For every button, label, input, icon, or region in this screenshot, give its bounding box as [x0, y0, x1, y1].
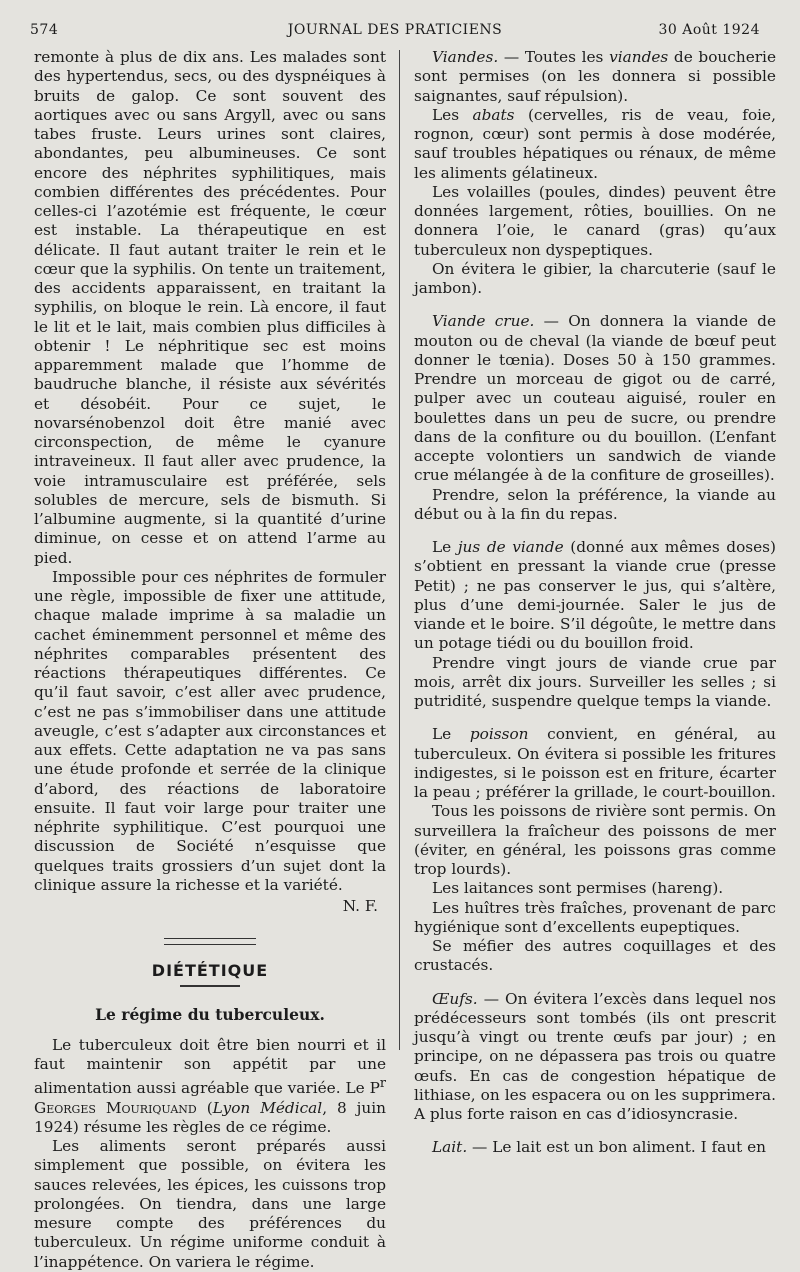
journal-title: JOURNAL DES PRATICIENS: [287, 22, 503, 38]
right-column: [414, 48, 776, 1158]
author-signature: N. F.: [342, 897, 378, 915]
source-name: Lyon Médical: [212, 1098, 323, 1117]
author-name: Georges Mouriquand: [34, 1098, 197, 1117]
paragraph: Tous les poissons de rivière sont permis. On surveillera la fraîcheur des poissons de mer (éviter, en général, les poissons gras comme trop lourds).: [414, 802, 776, 878]
paragraph: Les huîtres très fraîches, provenant de parc hygiénique sont d’excellents eupeptiques.: [414, 898, 776, 936]
paragraph-viandes: Viandes. — Toutes les viandes de boucherie sont permises (on les donnera si possible saignantes, sauf répulsion).: [414, 48, 777, 105]
issue-date: 30 Août 1924: [658, 22, 760, 38]
paragraph: Se méfier des autres coquillages et des crustacés.: [414, 937, 776, 975]
paragraph: remonte à plus de dix ans. Les malades sont des hypertendus, secs, ou des dyspnéiques à bruits de galop. Ce sont souvent des aortiques avec ou sans Argyll, avec ou sans tabes fruste. Leurs urines sont claires, abondantes, peu albumineuses. Ce sont encore des néphrites syphilitiques, mais combien différentes des précédentes. Pour celles-ci l’azotémie est fréquente, le cœur est instable. La thérapeutique en est délicate. Il faut autant traiter le rein et le cœur que la syphilis. On tente un traitement, des accidents apparaissent, en traitant la syphilis, on bloque le rein. Là encore, il faut le lit et le lait, mais combien plus difficiles à obtenir ! Le néphritique sec est moins apparemment malade que l’homme de baudruche blanche, il résiste aux sévérités et désobéit. Pour ce sujet, le novarsénobenzol doit être manié avec circonspection, de même le cyanure intraveineux. Il faut aller avec prudence, la voie intramusculaire est préférée, sels solubles de mercure, sels de bismuth. Si l’albumine augmente, si la quantité d’urine diminue, on cesse et on attend l’arme au pied.: [34, 48, 386, 567]
paragraph: Prendre, selon la préférence, la viande au début ou à la fin du repas.: [414, 485, 776, 523]
paragraph: Les volailles (poules, dindes) peuvent être données largement, rôties, bouillies. On ne donnera l’oie, le canard (gras) qu’aux tuberculeux non dyspeptiques.: [414, 182, 776, 259]
running-header: [30, 20, 760, 44]
paragraph: Le tuberculeux doit être bien nourri et il faut maintenir son appétit par une alimentation aussi agréable que variée. Le $P^r$ Georges Mouriquand (Lyon Médical, 8 juin 1924) résume les règles de ce régime.: [34, 1035, 386, 1136]
section-separator: [164, 938, 256, 945]
paragraph-viande-crue: Viande crue. — On donnera la viande de mouton ou de cheval (la viande de bœuf peut donner le tœnia). Doses 50 à 150 grammes. Prendre un morceau de gigot ou de carré, pulper avec un couteau aiguisé, rouler en boulettes dans un peu de sucre, ou prendre dans de la confiture ou du bouillon. (L’enfant accepte volontiers un sandwich de viande crue mélangée à de la confiture de groseilles).: [414, 312, 776, 485]
heading-underline: [180, 985, 240, 987]
paragraph: On évitera le gibier, la charcuterie (sauf le jambon).: [414, 259, 776, 297]
paragraph-lait: Lait. — Le lait est un bon aliment. I faut en: [432, 1138, 767, 1157]
paragraph: Prendre vingt jours de viande crue par mois, arrêt dix jours. Surveiller les selles ; si putridité, suspendre quelque temps la viande.: [414, 653, 776, 710]
paragraph-poisson: Le poisson convient, en général, au tuberculeux. On évitera si possible les fritures indigestes, si le poisson est en friture, écarter la peau ; préférer la grillade, le court-bouillon.: [414, 725, 776, 801]
article-title: Le régime du tuberculeux.: [95, 1004, 325, 1024]
paragraph-abats: Les abats (cervelles, ris de veau, foie, rognon, cœur) sont permis à dose modérée, sauf troubles hépatiques ou rénaux, de même les aliments gélatineux.: [414, 105, 776, 182]
paragraph-oeufs: Œufs. — On évitera l’excès dans lequel nos prédécesseurs sont tombés (ils ont prescrit jusqu’à vingt ou trente œufs par jour) ; en principe, on ne dépassera pas trois ou quatre œufs. En cas de congestion hépatique de lithiase, on les espacera ou on les supprimera. A plus forte raison en cas d’idiosyncrasie.: [414, 989, 776, 1123]
column-divider: [399, 50, 400, 1050]
page-number: 574: [30, 22, 59, 38]
left-column: [34, 48, 386, 1272]
paragraph: Impossible pour ces néphrites de formuler une règle, impossible de fixer une attitude, chaque malade imprime à sa maladie un cachet éminemment personnel et même des néphrites comparables présentent des réactions thérapeutiques différentes. Ce qu’il faut savoir, c’est aller avec prudence, c’est ne pas s’immobiliser dans une attitude aveugle, c’est s’adapter aux circonstances et aux effets. Cette adaptation ne va pas sans une étude profonde et serrée de la clinique d’abord, des réactions de laboratoire ensuite. Il faut voir large pour traiter une néphrite syphilitique. C’est pourquoi une discussion de Société n’esquisse que quelques traits grossiers d’un sujet dont la clinique assure la richesse et la variété.: [34, 567, 386, 894]
paragraph-jus: Le jus de viande (donné aux mêmes doses) s’obtient en pressant la viande crue (presse Petit) ; ne pas conserver le jus, qui s’altère, plus d’une demi-journée. Saler le jus de viande et le boire. S’il dégoûte, le mettre dans un potage tiédi ou du bouillon froid.: [414, 538, 777, 653]
paragraph: Les aliments seront préparés aussi simplement que possible, on évitera les sauces relevées, les épices, les cuissons trop prolongées. On tiendra, dans une large mesure compte des préférences du tuberculeux. Un régime uniforme conduit à l’inappétence. On variera le régime.: [34, 1137, 386, 1271]
section-heading: DIÉTÉTIQUE: [151, 961, 269, 981]
paragraph: Les laitances sont permises (hareng).: [432, 879, 724, 898]
